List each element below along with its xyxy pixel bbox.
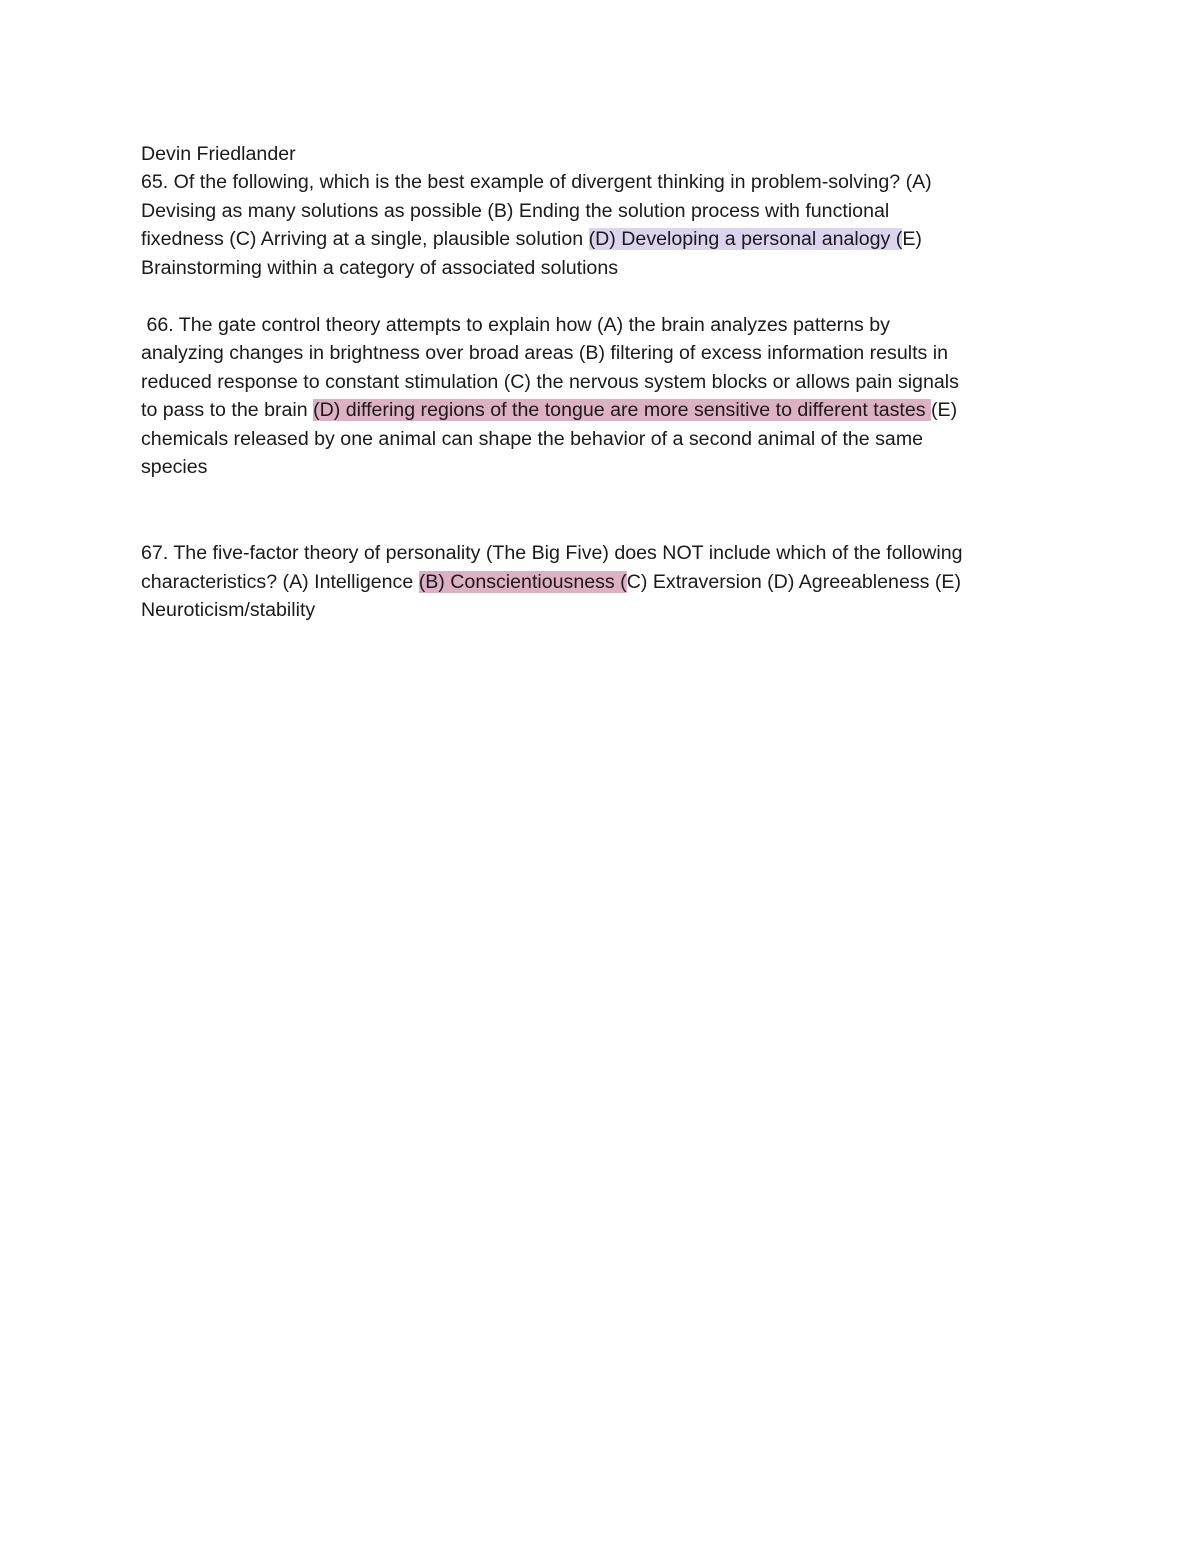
q66-line <box>141 311 1061 339</box>
q65-line <box>141 197 1061 225</box>
q66-line <box>141 453 1061 481</box>
q66-text: species <box>141 456 208 479</box>
q66-line <box>141 396 1061 424</box>
q67-text: C) Extraversion (D) Agreeableness (E) <box>626 570 962 593</box>
q66-line <box>141 339 1061 367</box>
q66-text: to pass to the brain <box>141 399 314 422</box>
question-66 <box>141 311 1061 481</box>
q65-line <box>141 168 1061 196</box>
q65-text: E) <box>902 228 922 251</box>
document-body <box>141 140 1061 625</box>
q67-line <box>141 596 1061 624</box>
question-67 <box>141 539 1061 624</box>
q67-text: 67. The five-factor theory of personality (The Big Five) does NOT include which of the following <box>141 542 963 565</box>
q65-highlighted-answer: (D) Developing a personal analogy ( <box>588 228 903 251</box>
q67-line <box>141 539 1061 567</box>
q66-text: chemicals released by one animal can shape the behavior of a second animal of the same <box>141 427 924 450</box>
q65-text: fixedness (C) Arriving at a single, plausible solution <box>141 228 589 251</box>
q66-text: analyzing changes in brightness over broad areas (B) filtering of excess information results in <box>141 342 949 365</box>
q65-line <box>141 225 1061 253</box>
q65-line <box>141 254 1061 282</box>
paragraph-gap <box>141 481 1061 539</box>
author-name: Devin Friedlander <box>141 143 296 165</box>
q65-text: 65. Of the following, which is the best example of divergent thinking in problem-solving? (A) <box>141 171 932 194</box>
q66-text: reduced response to constant stimulation (C) the nervous system blocks or allows pain signals <box>141 370 959 393</box>
q66-line <box>141 425 1061 453</box>
q66-text: 66. The gate control theory attempts to explain how (A) the brain analyzes patterns by <box>141 314 890 337</box>
q66-highlighted-answer: (D) differing regions of the tongue are more sensitive to different tastes <box>313 399 932 422</box>
q67-text: characteristics? (A) Intelligence <box>141 570 419 593</box>
q67-highlighted-answer: (B) Conscientiousness ( <box>418 570 627 593</box>
q66-text: (E) <box>931 399 958 422</box>
q67-text: Neuroticism/stability <box>141 599 316 622</box>
q65-text: Brainstorming within a category of associated solutions <box>141 256 619 279</box>
q67-line <box>141 568 1061 596</box>
q65-text: Devising as many solutions as possible (B) Ending the solution process with functional <box>141 199 890 222</box>
paragraph-gap <box>141 282 1061 311</box>
question-65 <box>141 168 1061 282</box>
q66-line <box>141 368 1061 396</box>
